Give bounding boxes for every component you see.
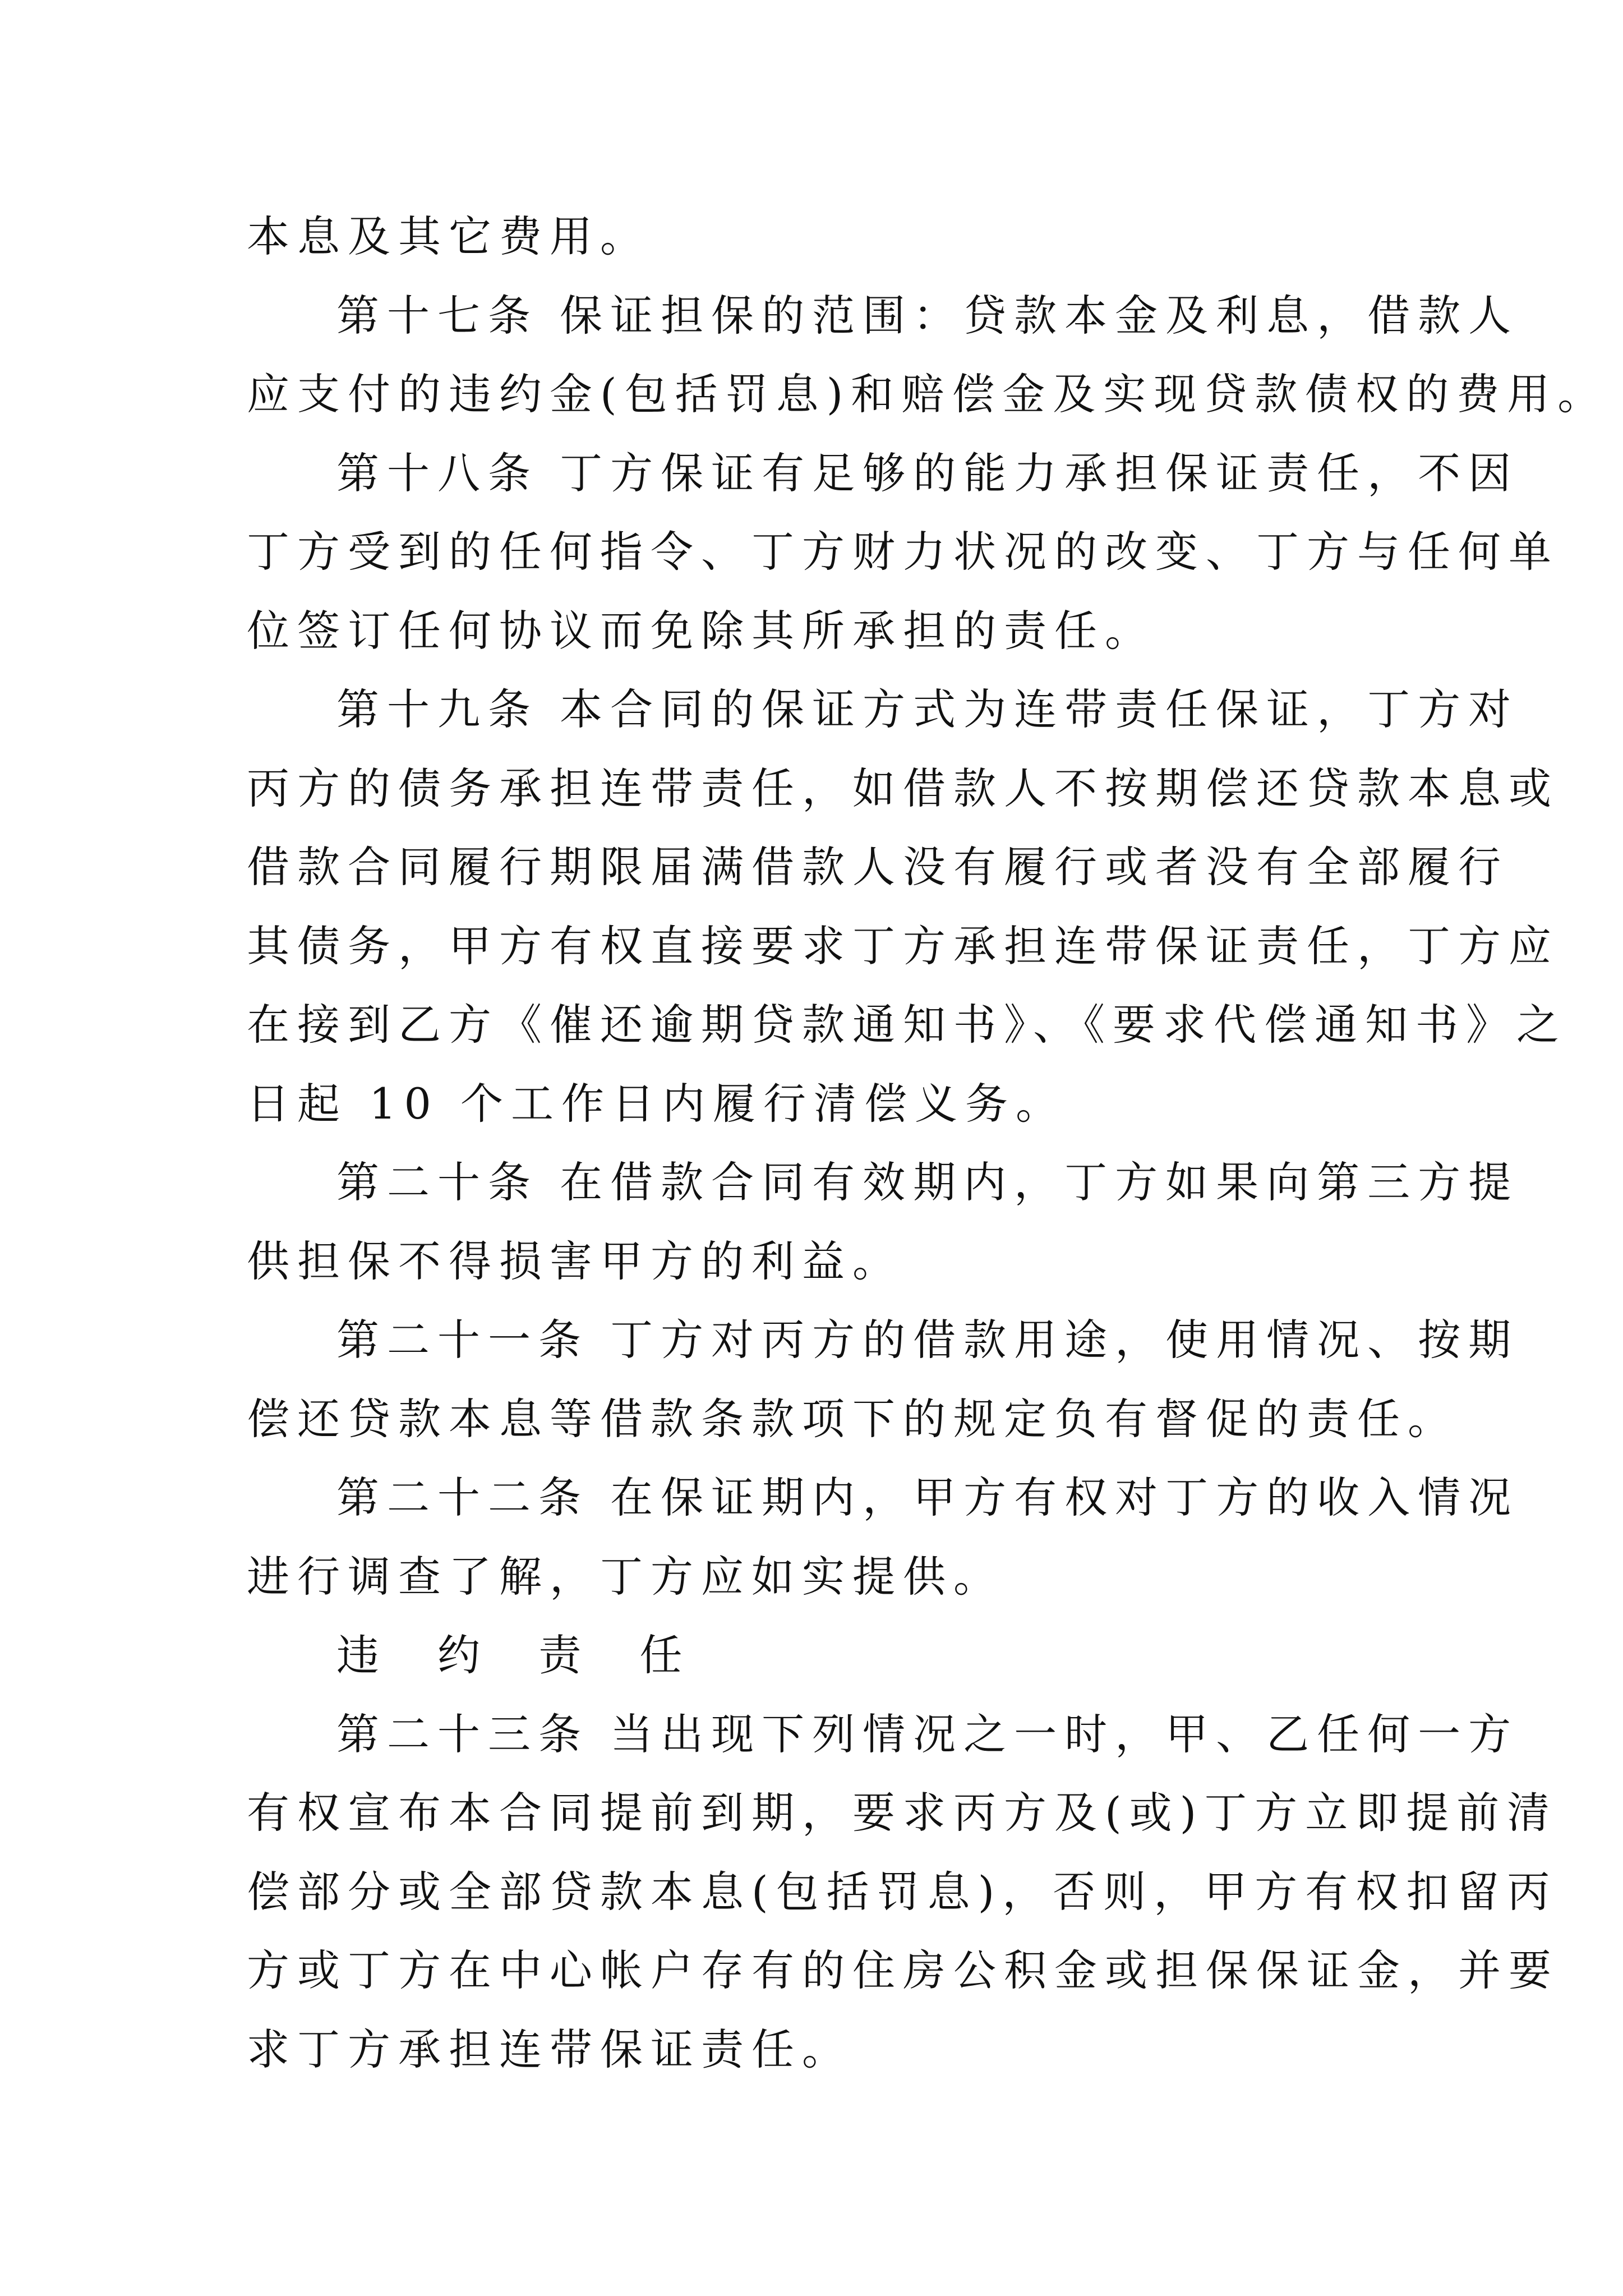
text-line: 有权宣布本合同提前到期，要求丙方及(或)丁方立即提前清 bbox=[247, 1788, 1558, 1838]
text-line: 在接到乙方《催还逾期贷款通知书》、《要求代偿通知书》之 bbox=[247, 1000, 1567, 1050]
text-line: 丙方的债务承担连带责任，如借款人不按期偿还贷款本息或 bbox=[247, 763, 1559, 813]
text-line: 进行调查了解，丁方应如实提供。 bbox=[247, 1552, 1004, 1602]
article-17-line: 第十七条 保证担保的范围：贷款本金及利息，借款人 bbox=[336, 291, 1519, 341]
text-line: 偿部分或全部贷款本息(包括罚息)，否则，甲方有权扣留丙 bbox=[247, 1867, 1558, 1917]
article-20-line: 第二十条 在借款合同有效期内，丁方如果向第三方提 bbox=[336, 1157, 1519, 1207]
text-line: 其债务，甲方有权直接要求丁方承担连带保证责任，丁方应 bbox=[247, 921, 1559, 971]
text-line: 位签订任何协议而免除其所承担的责任。 bbox=[247, 606, 1155, 656]
text-line: 应支付的违约金(包括罚息)和赔偿金及实现贷款债权的费用。 bbox=[247, 369, 1608, 419]
article-21-line: 第二十一条 丁方对丙方的借款用途，使用情况、按期 bbox=[336, 1315, 1519, 1365]
text-line: 丁方受到的任何指令、丁方财力状况的改变、丁方与任何单 bbox=[247, 527, 1559, 577]
article-19-line: 第十九条 本合同的保证方式为连带责任保证，丁方对 bbox=[336, 684, 1519, 734]
article-22-line: 第二十二条 在保证期内，甲方有权对丁方的收入情况 bbox=[336, 1473, 1519, 1522]
article-23-line: 第二十三条 当出现下列情况之一时，甲、乙任何一方 bbox=[336, 1709, 1519, 1759]
text-line: 方或丁方在中心帐户存有的住房公积金或担保保证金，并要 bbox=[247, 1945, 1559, 1995]
text-line: 借款合同履行期限届满借款人没有履行或者没有全部履行 bbox=[247, 842, 1509, 892]
text-line: 求丁方承担连带保证责任。 bbox=[247, 2024, 852, 2074]
article-18-line: 第十八条 丁方保证有足够的能力承担保证责任，不因 bbox=[336, 448, 1519, 498]
text-line: 供担保不得损害甲方的利益。 bbox=[247, 1236, 903, 1286]
section-heading-breach-liability: 违 约 责 任 bbox=[336, 1630, 705, 1680]
text-line: 偿还贷款本息等借款条款项下的规定负有督促的责任。 bbox=[247, 1394, 1458, 1444]
text-line: 日起 10 个工作日内履行清偿义务。 bbox=[247, 1079, 1067, 1129]
text-line: 本息及其它费用。 bbox=[247, 211, 651, 261]
